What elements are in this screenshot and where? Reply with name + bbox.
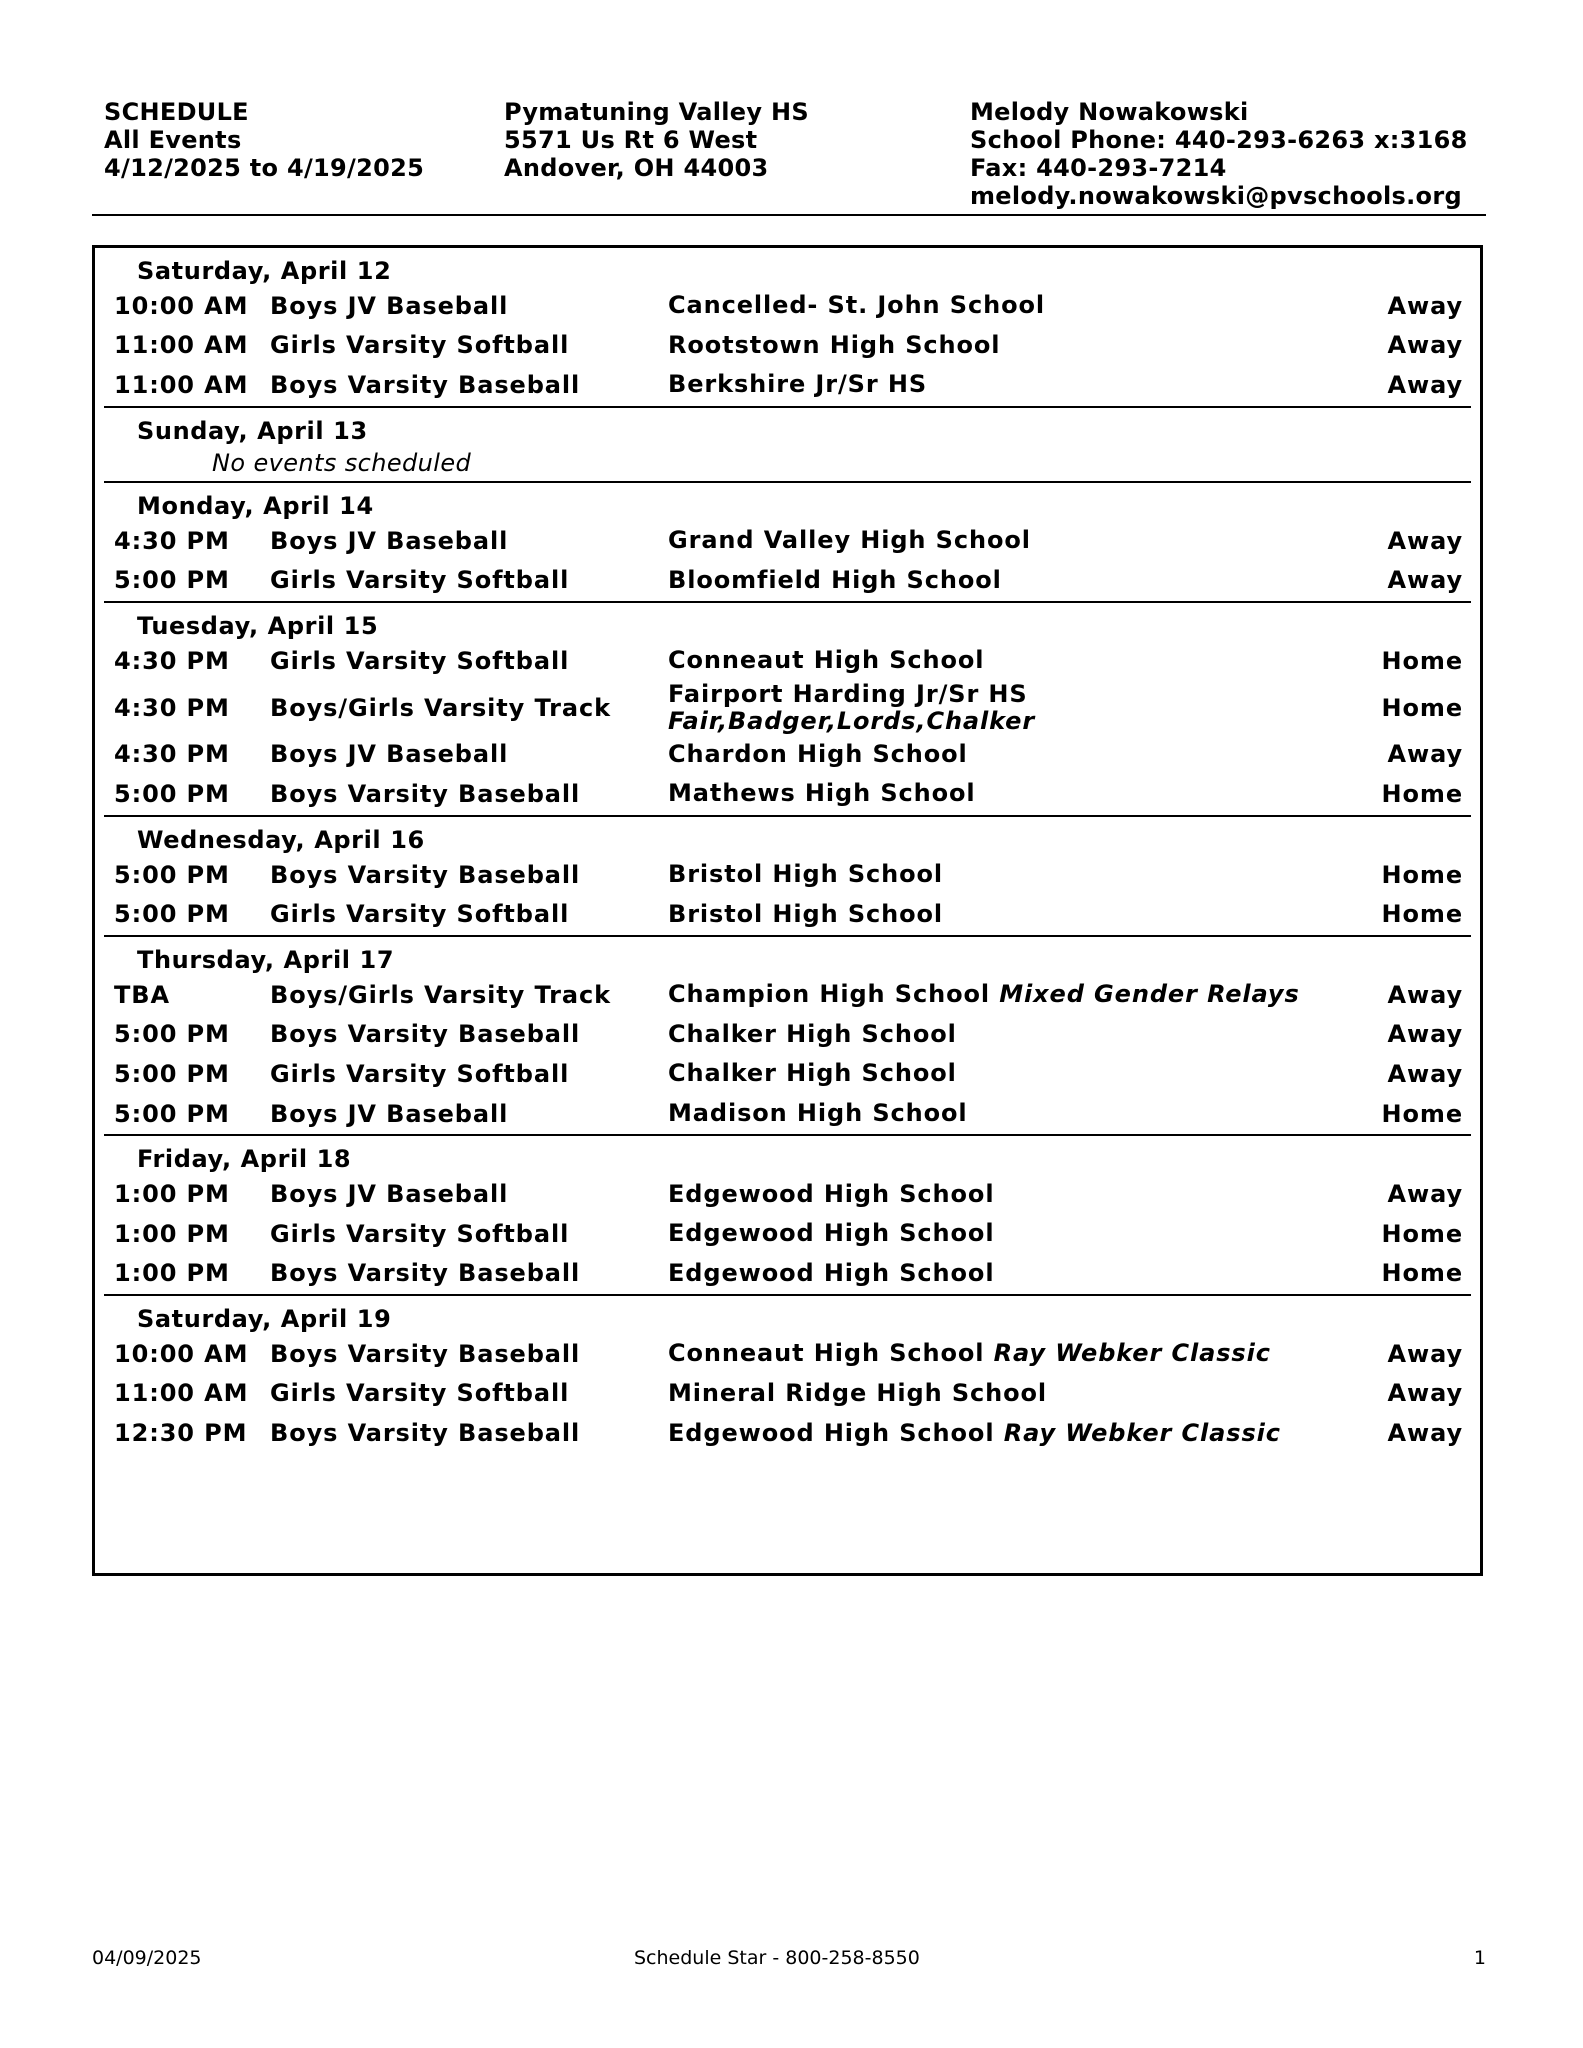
event-team: Girls Varsity Softball — [270, 646, 570, 675]
footer-print-date: 04/09/2025 — [92, 1947, 202, 1969]
event-time: 4:30 PM — [114, 526, 230, 555]
day-heading: Tuesday, April 15 — [137, 611, 379, 640]
event-location: Away — [1387, 1339, 1463, 1368]
event-time: 11:00 AM — [114, 331, 249, 360]
event-time: TBA — [114, 980, 170, 1009]
event-opponent-cell — [668, 1060, 1353, 1087]
event-time: 5:00 PM — [114, 1020, 230, 1049]
event-opponent-cell — [668, 1021, 1353, 1048]
event-opponent: Chardon High School — [668, 739, 968, 768]
day-section — [104, 817, 1471, 937]
event-opponent: Berkshire Jr/Sr HS — [668, 370, 928, 399]
event-location: Home — [1381, 860, 1463, 889]
event-time: 5:00 PM — [114, 860, 230, 889]
event-team: Boys JV Baseball — [270, 526, 509, 555]
event-opponent: Edgewood High School — [668, 1258, 995, 1287]
footer-vendor: Schedule Star - 800-258-8550 — [634, 1947, 920, 1969]
report-date-range: 4/12/2025 to 4/19/2025 — [104, 154, 425, 182]
event-opponent-cell — [668, 780, 1353, 807]
event-row — [104, 1174, 1471, 1214]
event-location: Away — [1387, 1419, 1463, 1448]
event-time: 4:30 PM — [114, 693, 230, 722]
event-opponent: Champion High School — [668, 980, 990, 1009]
event-time: 4:30 PM — [114, 740, 230, 769]
event-row — [104, 1214, 1471, 1254]
event-location: Away — [1387, 1059, 1463, 1088]
event-row — [104, 1015, 1471, 1055]
event-opponent: Chalker High School — [668, 1019, 957, 1048]
event-team: Boys Varsity Baseball — [270, 860, 581, 889]
event-row — [104, 286, 1471, 326]
event-team: Boys JV Baseball — [270, 1180, 509, 1209]
day-section — [104, 1296, 1471, 1454]
event-subnote: Fair,Badger,Lords,Chalker — [668, 706, 1036, 735]
event-opponent: Rootstown High School — [668, 330, 1001, 359]
contact-phone: School Phone: 440-293-6263 x:3168 — [970, 126, 1468, 154]
event-team: Girls Varsity Softball — [270, 1219, 570, 1248]
report-title: SCHEDULE — [104, 98, 249, 126]
report-title-block — [104, 98, 424, 182]
event-location: Away — [1387, 740, 1463, 769]
event-time: 5:00 PM — [114, 566, 230, 595]
event-team: Girls Varsity Softball — [270, 331, 570, 360]
event-opponent: Madison High School — [668, 1099, 968, 1128]
schedule-table — [92, 245, 1483, 1576]
event-location: Away — [1387, 291, 1463, 320]
event-opponent-cell — [668, 861, 1353, 888]
event-location: Home — [1381, 779, 1463, 808]
event-opponent-cell — [668, 681, 1353, 735]
day-section — [104, 1136, 1471, 1296]
event-row — [104, 1254, 1471, 1294]
event-opponent: Cancelled- St. John School — [668, 291, 1046, 320]
event-row — [104, 681, 1471, 735]
event-time: 4:30 PM — [114, 646, 230, 675]
day-section — [104, 603, 1471, 817]
no-events-message: No events scheduled — [212, 448, 472, 477]
event-location: Away — [1387, 1379, 1463, 1408]
event-team: Boys JV Baseball — [270, 1099, 509, 1128]
event-row — [104, 560, 1471, 600]
event-location: Away — [1387, 370, 1463, 399]
event-opponent: Conneaut High School — [668, 646, 985, 675]
event-location: Away — [1387, 526, 1463, 555]
event-time: 5:00 PM — [114, 779, 230, 808]
event-team: Boys Varsity Baseball — [270, 1419, 581, 1448]
event-opponent: Edgewood High School — [668, 1219, 995, 1248]
day-heading: Friday, April 18 — [137, 1145, 352, 1174]
event-opponent: Chalker High School — [668, 1059, 957, 1088]
event-team: Girls Varsity Softball — [270, 900, 570, 929]
event-opponent: Mathews High School — [668, 779, 976, 808]
day-heading: Thursday, April 17 — [137, 945, 395, 974]
event-opponent: Bristol High School — [668, 899, 944, 928]
event-team: Boys JV Baseball — [270, 740, 509, 769]
event-location: Away — [1387, 1180, 1463, 1209]
school-address-block — [504, 98, 809, 182]
event-opponent: Conneaut High School — [668, 1339, 985, 1368]
event-location: Away — [1387, 980, 1463, 1009]
event-team: Boys JV Baseball — [270, 291, 509, 320]
event-row — [104, 735, 1471, 775]
report-scope: All Events — [104, 126, 242, 154]
event-opponent-cell — [668, 1340, 1353, 1367]
event-time: 11:00 AM — [114, 370, 249, 399]
event-team: Boys Varsity Baseball — [270, 1259, 581, 1288]
event-row — [104, 855, 1471, 895]
event-time: 12:30 PM — [114, 1419, 248, 1448]
event-row — [104, 774, 1471, 814]
event-opponent-cell — [668, 981, 1353, 1008]
event-row — [104, 326, 1471, 366]
day-section — [104, 483, 1471, 603]
event-team: Girls Varsity Softball — [270, 1379, 570, 1408]
event-row — [104, 1054, 1471, 1094]
day-heading: Monday, April 14 — [137, 491, 374, 520]
event-row — [104, 641, 1471, 681]
event-opponent-cell — [668, 527, 1353, 554]
event-opponent: Fairport Harding Jr/Sr HS — [668, 679, 1028, 708]
event-team: Girls Varsity Softball — [270, 1059, 570, 1088]
event-opponent-cell — [668, 647, 1353, 674]
event-opponent-cell — [668, 1220, 1353, 1247]
event-team: Girls Varsity Softball — [270, 566, 570, 595]
event-team: Boys/Girls Varsity Track — [270, 980, 611, 1009]
event-time: 11:00 AM — [114, 1379, 249, 1408]
event-row — [104, 1094, 1471, 1134]
event-opponent: Edgewood High School — [668, 1418, 995, 1447]
event-team: Boys Varsity Baseball — [270, 779, 581, 808]
day-heading: Sunday, April 13 — [137, 416, 368, 445]
event-note: Mixed Gender Relays — [999, 980, 1300, 1009]
event-location: Home — [1381, 693, 1463, 722]
event-row — [104, 975, 1471, 1015]
event-team: Boys/Girls Varsity Track — [270, 693, 611, 722]
event-time: 5:00 PM — [114, 900, 230, 929]
event-opponent-cell — [668, 332, 1353, 359]
event-time: 10:00 AM — [114, 291, 249, 320]
event-opponent-cell — [668, 292, 1353, 319]
event-opponent-cell — [668, 1380, 1353, 1407]
event-time: 1:00 PM — [114, 1259, 230, 1288]
event-row — [104, 1374, 1471, 1414]
event-opponent-cell — [668, 1181, 1353, 1208]
event-time: 5:00 PM — [114, 1099, 230, 1128]
contact-fax: Fax: 440-293-7214 — [970, 154, 1227, 182]
contact-email: melody.nowakowski@pvschools.org — [970, 182, 1462, 210]
day-section — [104, 937, 1471, 1136]
event-location: Home — [1381, 1219, 1463, 1248]
event-note: Ray Webker Classic — [1003, 1418, 1281, 1447]
event-opponent-cell — [668, 1420, 1353, 1447]
event-opponent-cell — [668, 1100, 1353, 1127]
event-opponent: Grand Valley High School — [668, 526, 1031, 555]
event-row — [104, 894, 1471, 934]
event-opponent-cell — [668, 741, 1353, 768]
event-team: Boys Varsity Baseball — [270, 370, 581, 399]
day-heading: Saturday, April 12 — [137, 257, 392, 285]
event-location: Away — [1387, 566, 1463, 595]
event-row — [104, 521, 1471, 561]
school-city: Andover, OH 44003 — [504, 154, 769, 182]
school-name: Pymatuning Valley HS — [504, 98, 809, 126]
event-location: Home — [1381, 1259, 1463, 1288]
event-location: Away — [1387, 1020, 1463, 1049]
event-time: 5:00 PM — [114, 1059, 230, 1088]
event-row — [104, 1413, 1471, 1453]
contact-name: Melody Nowakowski — [970, 98, 1249, 126]
day-heading: Wednesday, April 16 — [137, 825, 425, 854]
event-opponent: Bloomfield High School — [668, 565, 1002, 594]
event-time: 10:00 AM — [114, 1339, 249, 1368]
event-opponent: Mineral Ridge High School — [668, 1378, 1048, 1407]
day-heading: Saturday, April 19 — [137, 1305, 392, 1334]
event-opponent: Edgewood High School — [668, 1179, 995, 1208]
event-location: Away — [1387, 331, 1463, 360]
contact-block — [970, 98, 1468, 210]
header-divider — [92, 214, 1486, 216]
school-street: 5571 Us Rt 6 West — [504, 126, 758, 154]
event-opponent-cell — [668, 1260, 1353, 1287]
event-opponent-cell — [668, 567, 1353, 594]
event-location: Home — [1381, 646, 1463, 675]
event-opponent-cell — [668, 371, 1353, 398]
event-team: Boys Varsity Baseball — [270, 1020, 581, 1049]
event-opponent: Bristol High School — [668, 860, 944, 889]
day-section — [104, 408, 1471, 483]
day-section — [104, 248, 1471, 408]
event-note: Ray Webker Classic — [993, 1339, 1271, 1368]
event-time: 1:00 PM — [114, 1180, 230, 1209]
event-row — [104, 365, 1471, 405]
footer-page-number: 1 — [1473, 1947, 1486, 1969]
event-location: Home — [1381, 900, 1463, 929]
event-time: 1:00 PM — [114, 1219, 230, 1248]
event-row — [104, 1334, 1471, 1374]
event-team: Boys Varsity Baseball — [270, 1339, 581, 1368]
event-opponent-cell — [668, 901, 1353, 928]
event-location: Home — [1381, 1099, 1463, 1128]
